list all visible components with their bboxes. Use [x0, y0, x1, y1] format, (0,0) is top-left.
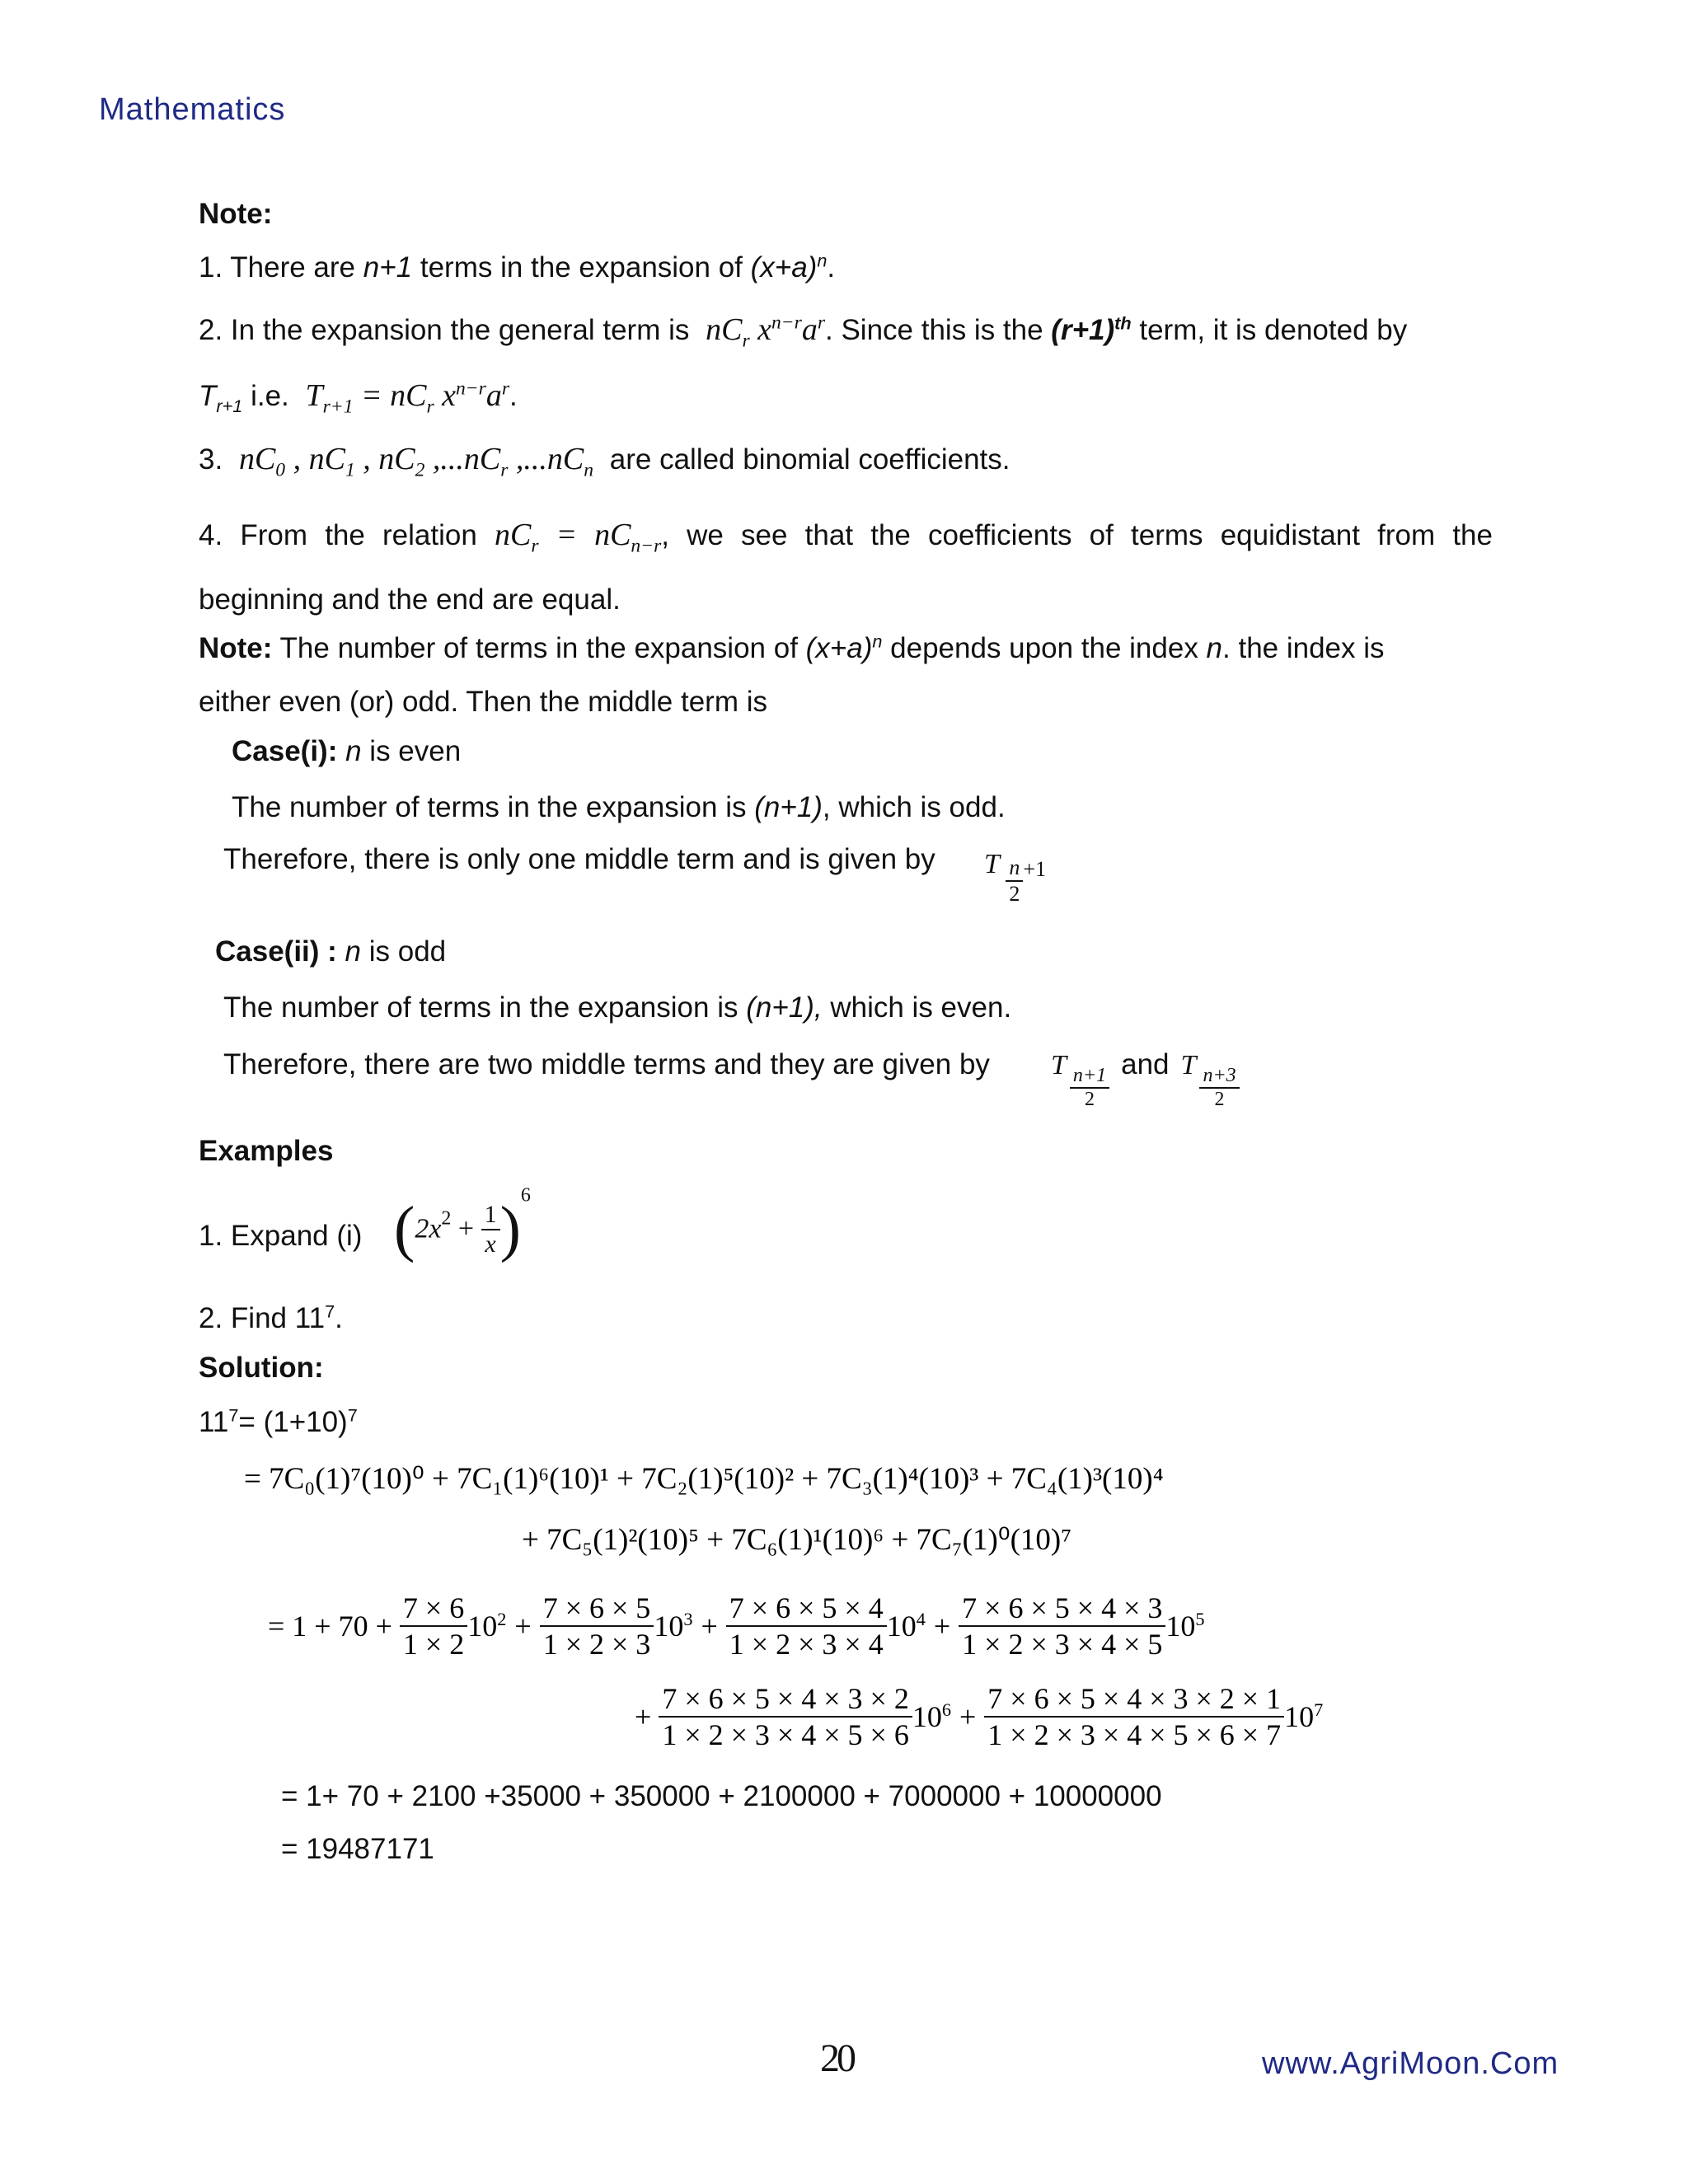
- denominator: 1 × 2 × 3 × 4 × 5: [962, 1628, 1163, 1661]
- text: is odd: [361, 935, 447, 968]
- text: 1. There are: [199, 251, 363, 284]
- power-of-ten: $10^5$: [1165, 1609, 1205, 1643]
- text: are called binomial coefficients.: [609, 443, 1010, 476]
- solution-title: Solution:: [199, 1352, 324, 1384]
- text: .: [827, 251, 836, 284]
- exponent: 2: [441, 1207, 452, 1230]
- text: 4. From the relation: [199, 519, 477, 551]
- note-point-2: [199, 312, 1408, 352]
- case-1-line2: Therefore, there is only one middle term and is given by: [223, 843, 935, 875]
- text: The number of terms in the expansion of: [272, 632, 806, 664]
- symbol: T: [984, 849, 1000, 879]
- fraction: [481, 1201, 500, 1258]
- exponent: 5: [1195, 1609, 1205, 1629]
- right-paren: ): [499, 1194, 521, 1263]
- case-2-line2: Therefore, there are two middle terms and they are given by: [223, 1048, 990, 1080]
- general-term-formula: [706, 312, 825, 352]
- case-2-line1: [223, 990, 1011, 1026]
- superscript: r: [501, 377, 510, 400]
- denominator: 1 × 2: [402, 1628, 465, 1661]
- note-title: Note:: [199, 198, 273, 230]
- text: terms in the expansion of: [412, 251, 751, 284]
- power: 6: [520, 1184, 531, 1207]
- formula-part: a: [801, 312, 818, 347]
- page-number: 20: [820, 2036, 853, 2080]
- result-line: = 19487171: [281, 1833, 434, 1865]
- case-label: Case(ii) :: [215, 935, 337, 968]
- numerator: 7 × 6 × 5 × 4 × 3 × 2 × 1: [984, 1681, 1284, 1718]
- exponent: 2: [497, 1609, 507, 1629]
- text: i.e.: [242, 380, 289, 412]
- text: is even: [361, 735, 462, 767]
- text: 2. Find 11: [199, 1302, 326, 1334]
- power-of-ten: $10^2$: [467, 1609, 507, 1643]
- example-1-expression: [394, 1184, 531, 1265]
- numerator: n+3: [1199, 1065, 1239, 1089]
- fraction-term: [400, 1591, 467, 1661]
- denominator: 2: [1214, 1089, 1225, 1110]
- case-1-line1: [232, 790, 1006, 826]
- text: which is even.: [822, 991, 1012, 1024]
- exponent: 3: [683, 1609, 693, 1629]
- note-point-4: [199, 517, 1493, 557]
- text: depends upon the index: [882, 632, 1207, 664]
- sum-line: = 1+ 70 + 2100 +35000 + 350000 + 2100000 + 7000000 + 10000000: [281, 1780, 1162, 1812]
- plus-one: +1: [1023, 857, 1047, 881]
- examples-title: Examples: [199, 1135, 334, 1167]
- fraction-term: [540, 1591, 654, 1661]
- exponent: n: [872, 630, 883, 652]
- note-point-4-line2: beginning and the end are equal.: [199, 583, 621, 616]
- denominator: 2: [1009, 882, 1020, 906]
- text: , we see that the coefficients of terms equidistant from the: [661, 519, 1493, 551]
- exponent: 7: [1314, 1699, 1324, 1720]
- text-em: n: [1206, 632, 1223, 664]
- text-em: (n+1),: [746, 991, 823, 1024]
- text-em: n: [336, 935, 362, 968]
- text-em: n: [337, 735, 362, 767]
- denominator: 1 × 2 × 3 × 4 × 5 × 6: [662, 1718, 909, 1751]
- note2-line2: either even (or) odd. Then the middle term is: [199, 686, 767, 718]
- operator: +: [933, 1610, 951, 1643]
- numerator: 7 × 6: [400, 1591, 467, 1627]
- left-paren: (: [394, 1194, 415, 1263]
- note-point-1: [199, 250, 835, 286]
- operator: +: [959, 1700, 977, 1733]
- formula-part: x: [442, 378, 457, 413]
- numerator: 7 × 6 × 5 × 4: [726, 1591, 887, 1627]
- subscript: r+1: [322, 396, 354, 418]
- fraction-term: [959, 1591, 1165, 1661]
- text: 3.: [199, 443, 223, 476]
- subscript: r: [531, 535, 539, 557]
- denominator: 2: [1085, 1089, 1095, 1110]
- fraction-term: [726, 1591, 887, 1661]
- exponent: 6: [941, 1699, 951, 1720]
- note-point-4-line1: [199, 517, 1493, 557]
- binomial-coefficients: $nC_0$ , $nC_1$ , $nC_2$ $,...nC_r$ $,...nC_n$: [238, 442, 594, 481]
- note-point-3: [199, 441, 1010, 481]
- lead: +: [635, 1700, 652, 1733]
- lead: = 1 + 70 +: [268, 1610, 392, 1643]
- subscript-fraction: [1199, 1065, 1239, 1111]
- subscript: r: [426, 396, 434, 418]
- denominator: 1 × 2 × 3 × 4 × 5 × 6 × 7: [987, 1718, 1282, 1751]
- subscript: r: [742, 330, 750, 352]
- text: . Since this is the: [825, 314, 1052, 346]
- note2-line1: [199, 630, 1385, 667]
- subscript-fraction: [1070, 1065, 1109, 1111]
- denominator: x: [485, 1230, 496, 1258]
- subject-header: Mathematics: [99, 92, 286, 127]
- plus: +: [451, 1213, 475, 1244]
- subscript: n−r: [631, 535, 662, 557]
- note-point-2-cont: [199, 377, 518, 418]
- superscript: n−r: [456, 377, 486, 400]
- fraction-term: [984, 1681, 1284, 1752]
- exponent: 7: [228, 1404, 239, 1426]
- numerator: n: [1006, 855, 1023, 882]
- power-of-ten: $10^3$: [654, 1609, 693, 1643]
- middle-term-even: [984, 849, 1046, 907]
- note2-title: Note:: [199, 632, 273, 664]
- power-of-ten: $10^6$: [912, 1699, 951, 1733]
- numerator: 1: [481, 1201, 500, 1230]
- symbol: T: [1051, 1050, 1067, 1080]
- text: .: [509, 380, 518, 412]
- website-link[interactable]: www.AgriMoon.Com: [1262, 2046, 1559, 2081]
- superscript: r: [817, 312, 825, 334]
- text: The number of terms in the expansion is: [232, 791, 755, 823]
- text: 11: [199, 1406, 229, 1438]
- power-of-ten: $10^7$: [1284, 1699, 1324, 1733]
- exponent: 4: [916, 1609, 926, 1629]
- base: 2x: [415, 1213, 442, 1244]
- solution-statement: [199, 1404, 358, 1441]
- text: , which is odd.: [822, 791, 1006, 823]
- symmetry-relation: [495, 518, 662, 557]
- exponent: 7: [347, 1404, 358, 1426]
- example-2: [199, 1301, 343, 1337]
- denominator: 1 × 2 × 3: [542, 1628, 651, 1661]
- fraction-line-1: [268, 1591, 1205, 1661]
- subscript-fraction: [1006, 855, 1023, 907]
- example-1: 1. Expand (i): [199, 1220, 363, 1252]
- numerator: n+1: [1070, 1065, 1109, 1089]
- formula-part: nC: [495, 518, 532, 552]
- subscript: r+1: [216, 396, 243, 416]
- exponent: 7: [325, 1301, 335, 1322]
- numerator: 7 × 6 × 5 × 4 × 3: [959, 1591, 1165, 1627]
- numerator: 7 × 6 × 5: [540, 1591, 654, 1627]
- expr: (x+a): [805, 632, 873, 664]
- formula-part: x: [757, 312, 771, 347]
- text: = (1+10): [238, 1406, 348, 1438]
- and-text: and: [1121, 1048, 1170, 1080]
- operator: +: [514, 1610, 532, 1643]
- case-1-heading: [232, 733, 461, 770]
- text: .: [335, 1302, 343, 1334]
- denominator: 1 × 2 × 3 × 4: [729, 1628, 884, 1661]
- exponent: n: [817, 250, 828, 271]
- numerator: 7 × 6 × 5 × 4 × 3 × 2: [659, 1681, 912, 1718]
- expr: (x+a): [750, 251, 818, 284]
- formula-part: T: [305, 378, 323, 413]
- superscript: th: [1114, 312, 1132, 334]
- text: 2. In the expansion the general term is: [199, 314, 690, 346]
- text-em: (r+1): [1051, 314, 1115, 346]
- expansion-line-2: + 7C₅(1)²(10)⁵ + 7C₆(1)¹(10)⁶ + 7C₇(1)⁰(10)⁷: [522, 1523, 1072, 1557]
- text: term, it is denoted by: [1131, 314, 1408, 346]
- power-of-ten: $10^4$: [886, 1609, 926, 1643]
- fraction-line-2: [635, 1681, 1323, 1752]
- case-2-heading: [215, 934, 446, 970]
- text: The number of terms in the expansion is: [223, 991, 747, 1024]
- formula-part: nC: [706, 312, 743, 347]
- formula-part: = nC: [353, 378, 427, 413]
- expansion-line-1: = 7C₀(1)⁷(10)⁰ + 7C₁(1)⁶(10)¹ + 7C₂(1)⁵(10)² + 7C₃(1)⁴(10)³ + 7C₄(1)³(10)⁴: [244, 1462, 1164, 1496]
- middle-terms-odd: [1051, 1048, 1240, 1111]
- term-formula: [305, 377, 510, 418]
- case-label: Case(i):: [232, 735, 338, 767]
- formula-part: = nC: [538, 518, 631, 552]
- formula-part: a: [485, 378, 502, 413]
- superscript: n−r: [771, 312, 802, 334]
- text-em: (n+1): [754, 791, 823, 823]
- text: . the index is: [1222, 632, 1385, 664]
- symbol: T: [1180, 1050, 1197, 1080]
- symbol: T: [199, 380, 217, 412]
- operator: +: [701, 1610, 718, 1643]
- text-em: n+1: [363, 251, 413, 284]
- fraction-term: [659, 1681, 912, 1752]
